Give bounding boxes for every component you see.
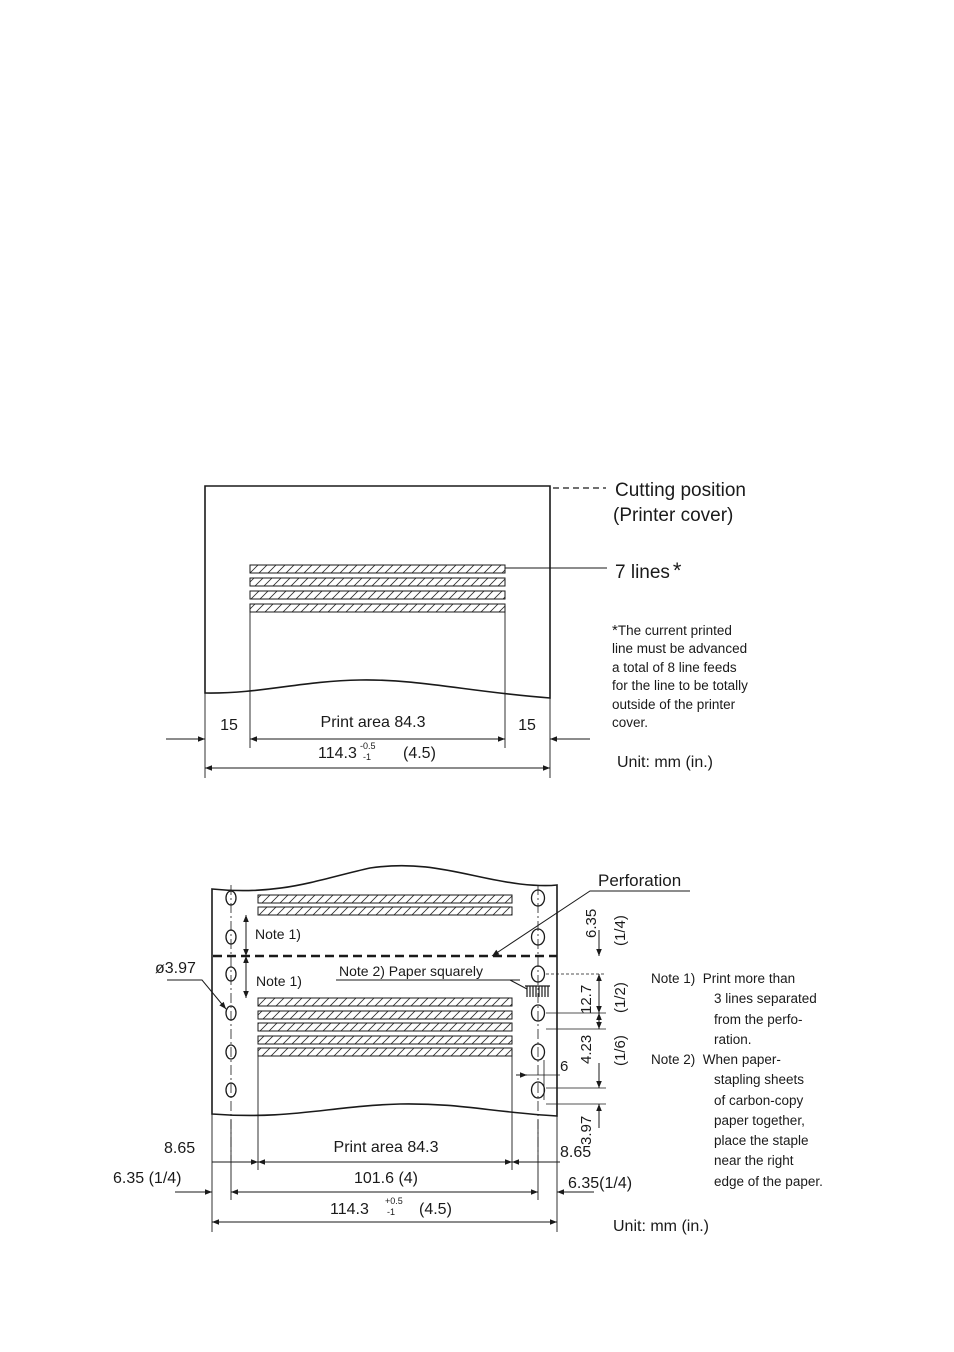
total-width-dim: [318, 745, 357, 762]
unit-label-1: Unit: mm (in.): [617, 754, 713, 771]
width-tol-upper-2: +0.5: [385, 1196, 403, 1206]
note1-line: ration.: [714, 1031, 752, 1047]
figure-fanfold-paper: [113, 866, 709, 1235]
note1-title: Note 1): [651, 971, 696, 986]
note2-line: place the staple: [714, 1133, 809, 1149]
dim-6-35-vertical: 6.35: [583, 908, 600, 938]
note2-line: edge of the paper.: [714, 1173, 823, 1189]
note2-line: of carbon-copy: [714, 1092, 804, 1108]
printed-line-bar: [258, 1023, 512, 1031]
printed-line-bar: [258, 1036, 512, 1044]
note1-label-top: Note 1): [255, 926, 301, 942]
footnote-line: outside of the printer: [612, 696, 736, 712]
note1-line: from the perfo-: [714, 1011, 803, 1027]
note2-title: Note 2): [651, 1052, 696, 1067]
note1-line: 3 lines separated: [714, 991, 817, 1007]
dim-12-7: 12.7: [578, 984, 595, 1014]
printed-lines: [250, 565, 505, 612]
footnote-line: [612, 622, 788, 640]
dim-3-97: 3.97: [578, 1115, 595, 1145]
note2-line: stapling sheets: [714, 1072, 805, 1088]
footnote-line-text: The current printed: [617, 623, 732, 638]
right-margin-dim: 15: [518, 717, 536, 734]
footnote-line: line must be advanced: [612, 641, 748, 657]
width-value: 114.3: [318, 745, 357, 762]
note2-leader-tail: [510, 980, 527, 989]
note2-line: paper together,: [714, 1112, 805, 1128]
total-width-dim-2: 114.3: [330, 1201, 369, 1218]
dim-8-65-right: 8.65: [560, 1144, 592, 1161]
print-area-label: Print area 84.3: [320, 714, 426, 731]
note2-line: near the right: [714, 1153, 794, 1169]
width-inch-2: (4.5): [419, 1201, 452, 1218]
dim-6: 6: [560, 1058, 569, 1075]
printed-line-bar: [258, 895, 512, 903]
printed-line-bar: [258, 998, 512, 1006]
dim-sixth: (1/6): [612, 1035, 629, 1066]
perforation-label: Perforation: [598, 871, 682, 890]
printed-line-bar: [250, 604, 505, 612]
note2-line: [651, 1050, 823, 1070]
dim-half: (1/2): [612, 982, 629, 1013]
dim-101-6: 101.6 (4): [353, 1170, 419, 1187]
note2-paper-squarely-label: Note 2) Paper squarely: [339, 963, 483, 979]
note1-line-text: Print more than: [702, 971, 796, 986]
note2-line-text: When paper-: [702, 1052, 781, 1067]
printed-line-bar: [250, 591, 505, 599]
note1-label-bottom: Note 1): [256, 973, 302, 989]
cutting-position-label: Cutting position: [615, 480, 746, 501]
printed-line-bar: [258, 1048, 512, 1056]
lines-count-text: 7 lines: [615, 562, 670, 583]
footnote-line: cover.: [612, 715, 649, 731]
staple-icon: [525, 986, 550, 997]
hole-diameter-leader: [167, 980, 226, 1009]
width-tol-lower-2: -1: [387, 1207, 396, 1217]
note1-line: [651, 969, 817, 989]
note1-text: [651, 969, 817, 1050]
dim-8-65-left: 8.65: [164, 1140, 196, 1157]
dim-6-35-right: 6.35(1/4): [568, 1175, 633, 1192]
lines-count-label: [615, 558, 682, 583]
dim-quarter-vertical: (1/4): [612, 915, 629, 946]
printed-line-bar: [250, 565, 505, 573]
asterisk-footnote: [612, 622, 788, 732]
printed-line-bar: [258, 907, 512, 915]
footnote-line: a total of 8 line feeds: [612, 659, 737, 675]
dim-6-35-left: 6.35 (1/4): [113, 1170, 182, 1187]
print-area-label-2: Print area 84.3: [333, 1139, 439, 1156]
footnote-asterisk: *: [612, 622, 618, 639]
hole-diameter-label: ø3.97: [155, 960, 196, 977]
printed-line-bar: [258, 1011, 512, 1019]
left-margin-dim: 15: [220, 717, 238, 734]
printer-cover-label: (Printer cover): [613, 505, 734, 526]
width-tol-lower: -1: [363, 752, 372, 762]
lines-count-asterisk: *: [672, 558, 682, 583]
note2-text: [651, 1050, 823, 1192]
width-inch: (4.5): [403, 745, 436, 762]
footnote-line: for the line to be totally: [612, 678, 748, 694]
width-tol-upper: -0.5: [360, 741, 376, 751]
dim-4-23: 4.23: [578, 1034, 595, 1064]
unit-label-2: Unit: mm (in.): [613, 1218, 709, 1235]
printed-line-bar: [250, 578, 505, 586]
